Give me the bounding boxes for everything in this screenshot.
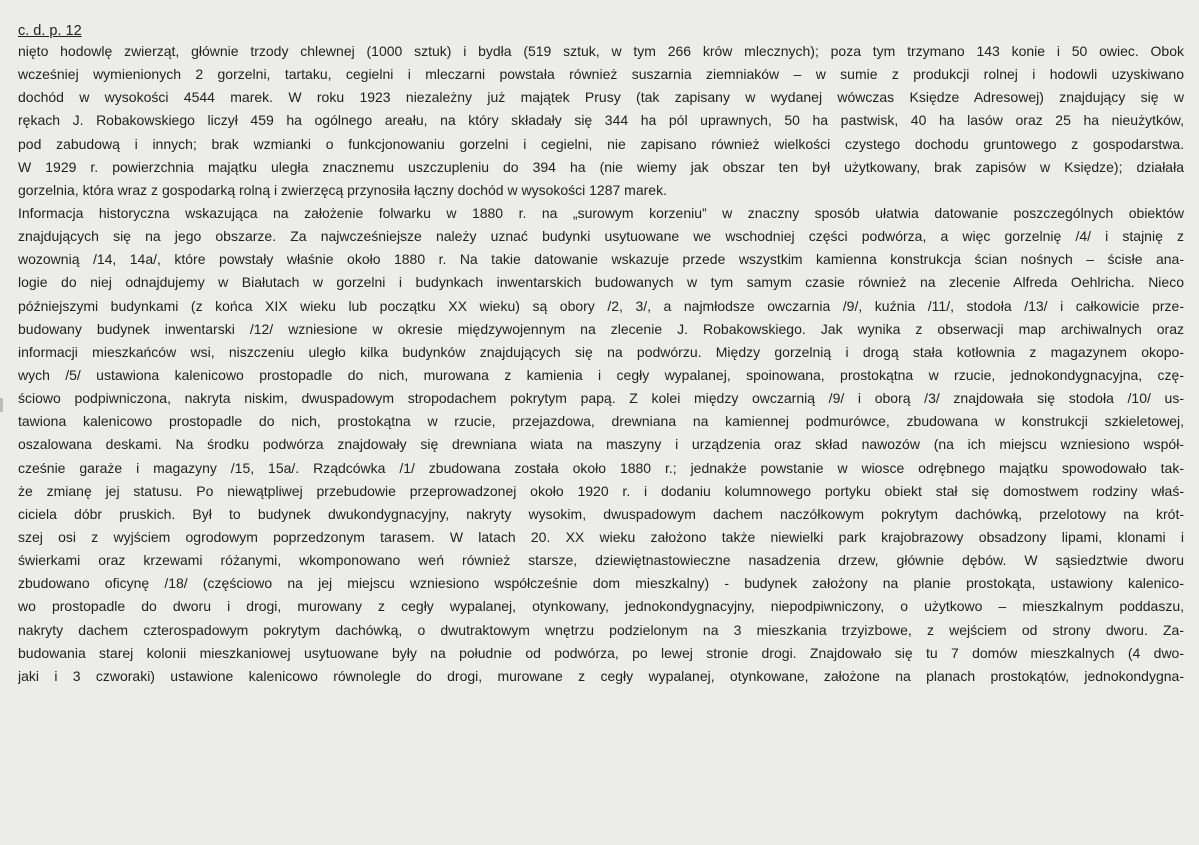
text-line: zbudowano oficynę /18/ (częściowo na jej miejscu wzniesiono współcześnie dom mieszkalny) - budynek założony na planie prostokąta, ustawiony kalenico- bbox=[18, 575, 1184, 592]
scan-edge-mark bbox=[0, 398, 3, 412]
text-line: budowania starej kolonii mieszkaniowej usytuowane były na południe od podwórza, po lewej stronie drogi. Znajdowało się tu 7 domów mieszkalnych (4 dwo- bbox=[18, 644, 1184, 661]
text-line: świerkami oraz krzewami różanymi, wkomponowano weń również starsze, dziewiętnastowieczne nasadzenia drzew, głównie dębów. W sąsiedztwie dworu bbox=[18, 552, 1184, 569]
text-line: wych /5/ ustawiona kalenicowo prostopadle do nich, murowana z kamienia i cegły wypalanej, spoinowana, prostokątna w rzucie, jednokondygnacyjna, czę- bbox=[18, 366, 1184, 383]
text-line: gorzelnia, która wraz z gospodarką rolną i zwierzęcą przynosiła łączny dochód w wysokości 1287 marek. bbox=[18, 181, 667, 198]
text-line: Informacja historyczna wskazująca na założenie folwarku w 1880 r. na „surowym korzeniu” w znaczny sposób ułatwia datowanie poszczególnych obiektów bbox=[18, 204, 1184, 221]
text-line: szej osi z wyjściem ogrodowym poprzedzonym tarasem. W latach 20. XX wieku założono także niewielki park krajobrazowy obsadzony lipami, klonami i bbox=[18, 528, 1184, 545]
text-line: wcześniej wymienionych 2 gorzelni, tartaku, cegielni i mleczarni powstała również suszarnia ziemniaków – w sumie z produkcji rolnej i hodowli uzyskiwano bbox=[18, 66, 1184, 83]
text-line: ciciela dóbr pruskich. Był to budynek dwukondygnacyjny, nakryty wysokim, dwuspadowym dachem naczółkowym pokrytym dachówką, przelotowy na krót- bbox=[18, 505, 1184, 522]
text-line: W 1929 r. powierzchnia majątku uległa znacznemu uszczupleniu do 394 ha (nie wiemy jak obszar ten był użytkowany, brak zapisów w Księdze); działała bbox=[18, 158, 1184, 175]
text-line: nięto hodowlę zwierząt, głównie trzody chlewnej (1000 sztuk) i bydła (519 sztuk, w tym 266 krów mlecznych); poza tym trzymano 143 konie i 50 owiec. Obok bbox=[18, 43, 1184, 59]
text-line: dochód w wysokości 4544 marek. W roku 1923 niezależny już majątek Prusy (tak zapisany w wydanej wówczas Księdze Adresowej) znajdujący się w bbox=[18, 89, 1184, 106]
text-line: budowany budynek inwentarski /12/ wzniesione w okresie międzywojennym na zlecenie J. Robakowskiego. Jak wynika z obserwacji map archiwalnych oraz bbox=[18, 320, 1184, 337]
text-line: pod zabudową i innych; brak wzmianki o funkcjonowaniu gorzelni i cegielni, nie zapisano również wielkości czystego dochodu gruntowego z gospodarstwa. bbox=[18, 135, 1184, 152]
text-line: wo prostopadle do dworu i drogi, murowany z cegły wypalanej, otynkowany, jednokondygnacyjny, niepodpiwniczony, o użytkowo – mieszkalnym poddaszu, bbox=[18, 598, 1184, 615]
text-line: logie do niej odnajdujemy w Białutach w gorzelni i budynkach inwentarskich budowanych w tym samym czasie również na zlecenie Alfreda Oehlricha. Nieco bbox=[18, 274, 1184, 291]
text-line: rękach J. Robakowskiego liczył 459 ha ogólnego areału, na który składały się 344 ha pól uprawnych, 50 ha pastwisk, 40 ha lasów oraz 25 ha nieużytków, bbox=[18, 112, 1184, 129]
text-line: nakryty dachem czterospadowym pokrytym dachówką, o dwutraktowym wnętrzu podzielonym na 3 mieszkania trzyizbowe, z wejściem od strony dworu. Za- bbox=[18, 621, 1184, 638]
text-line: oszalowana deskami. Na środku podwórza znajdowały się drewniana wiata na maszyny i urządzenia oraz skład nawozów (na ich miejscu wzniesiono współ- bbox=[18, 436, 1184, 453]
text-line: ściowo podpiwniczona, nakryta niskim, dwuspadowym stropodachem pokrytym papą. Z kolei między owczarnią /9/ i oborą /3/ znajdowała się stodoła /10/ us- bbox=[18, 390, 1184, 407]
text-line: jaki i 3 czworaki) ustawione kalenicowo równolegle do drogi, murowane z cegły wypalanej, otynkowane, założone na planach prostokątów, jednokondygna- bbox=[18, 667, 1184, 684]
text-line: informacji mieszkańców wsi, niszczeniu uległo kilka budynków znajdujących się na podwórzu. Między gorzelnią i drogą stała kotłownia z magazynem okopo- bbox=[18, 343, 1184, 360]
document-body bbox=[18, 40, 1184, 688]
text-line: znajdujących się na jego obszarze. Za najwcześniejsze należy uznać budynki usytuowane we wschodniej części podwórza, a więc gorzelnię /4/ i stajnię z bbox=[18, 228, 1184, 245]
text-line: tawiona kalenicowo prostopadle do nich, prostokątna w rzucie, przejazdowa, drewniana na kamiennej podmurówce, zbudowana w konstrukcji szkieletowej, bbox=[18, 413, 1184, 430]
text-line: późniejszymi budynkami (z końca XIX wieku lub początku XX wieku) są obory /2, 3/, a najmłodsze owczarnia /9/, kuźnia /11/, stodoła /13/ i całkowicie prze- bbox=[18, 297, 1184, 314]
page-header: c. d. p. 12 bbox=[18, 23, 82, 39]
text-line: wozownią /14, 14a/, które powstały właśnie około 1880 r. Na takie datowanie wskazuje przede wszystkim kamienna konstrukcja ścian nośnych – ścisłe ana- bbox=[18, 251, 1184, 268]
text-line: cześnie garaże i magazyny /15, 15a/. Rządcówka /1/ zbudowana została około 1880 r.; jednakże powstanie w wiosce odrębnego majątku spowodowało tak- bbox=[18, 459, 1184, 476]
text-line: że zmianę jej statusu. Po niewątpliwej przebudowie przeprowadzonej około 1920 r. i dodaniu kolumnowego portyku obiekt stał się domostwem rodziny właś- bbox=[18, 482, 1184, 499]
